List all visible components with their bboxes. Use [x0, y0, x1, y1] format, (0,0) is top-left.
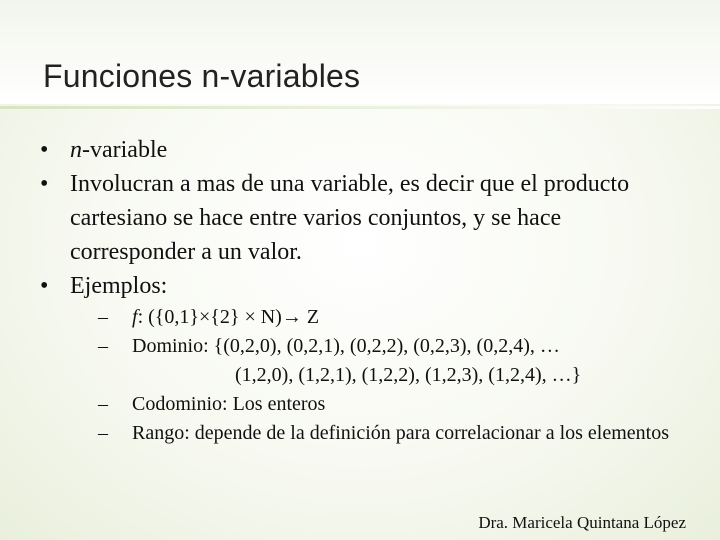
sub-bullet-codominio: [98, 390, 690, 419]
bullet-text: -variable: [82, 137, 168, 163]
bullet-marker: •: [40, 273, 49, 299]
sub-bullet-text: Dominio: {(0,2,0), (0,2,1), (0,2,2), (0,2,3), (0,2,4), …: [132, 335, 560, 357]
slide-title: Funciones n-variables: [43, 58, 361, 94]
dash-marker: –: [98, 422, 108, 444]
sub-bullet-list: [70, 303, 690, 448]
bullet-marker: •: [40, 137, 49, 163]
bullet-marker: •: [40, 171, 49, 197]
sub-bullet-continuation: (1,2,0), (1,2,1), (1,2,2), (1,2,3), (1,2,4), …}: [235, 364, 582, 386]
bullet-text: Involucran a mas de una variable, es decir que el producto cartesiano se hace entre varios conjuntos, y se hace corresponder a un valor.: [70, 171, 630, 265]
sub-bullet-text: : ({0,1}×{2} × N)→ Z: [137, 306, 320, 328]
slide-content: [40, 133, 690, 448]
sub-bullet-rango: [98, 419, 690, 448]
dash-marker: –: [98, 306, 108, 328]
bullet-item-n-variable: [40, 133, 690, 167]
author-footer: Dra. Maricela Quintana López: [478, 513, 686, 532]
bullet-item-involucran: [40, 167, 690, 269]
bullet-list: [40, 133, 690, 448]
bullet-text: Ejemplos:: [70, 273, 168, 299]
sub-bullet-function: [98, 303, 690, 332]
sub-bullet-dominio: [98, 332, 690, 390]
title-divider: [0, 106, 720, 109]
italic-f: f: [132, 306, 138, 328]
sub-bullet-text: Rango: depende de la definición para correlacionar a los elementos: [132, 422, 669, 444]
italic-n: n: [70, 137, 82, 163]
dash-marker: –: [98, 335, 108, 357]
sub-bullet-text: Codominio: Los enteros: [132, 393, 326, 415]
bullet-item-ejemplos: [40, 269, 690, 448]
dash-marker: –: [98, 393, 108, 415]
